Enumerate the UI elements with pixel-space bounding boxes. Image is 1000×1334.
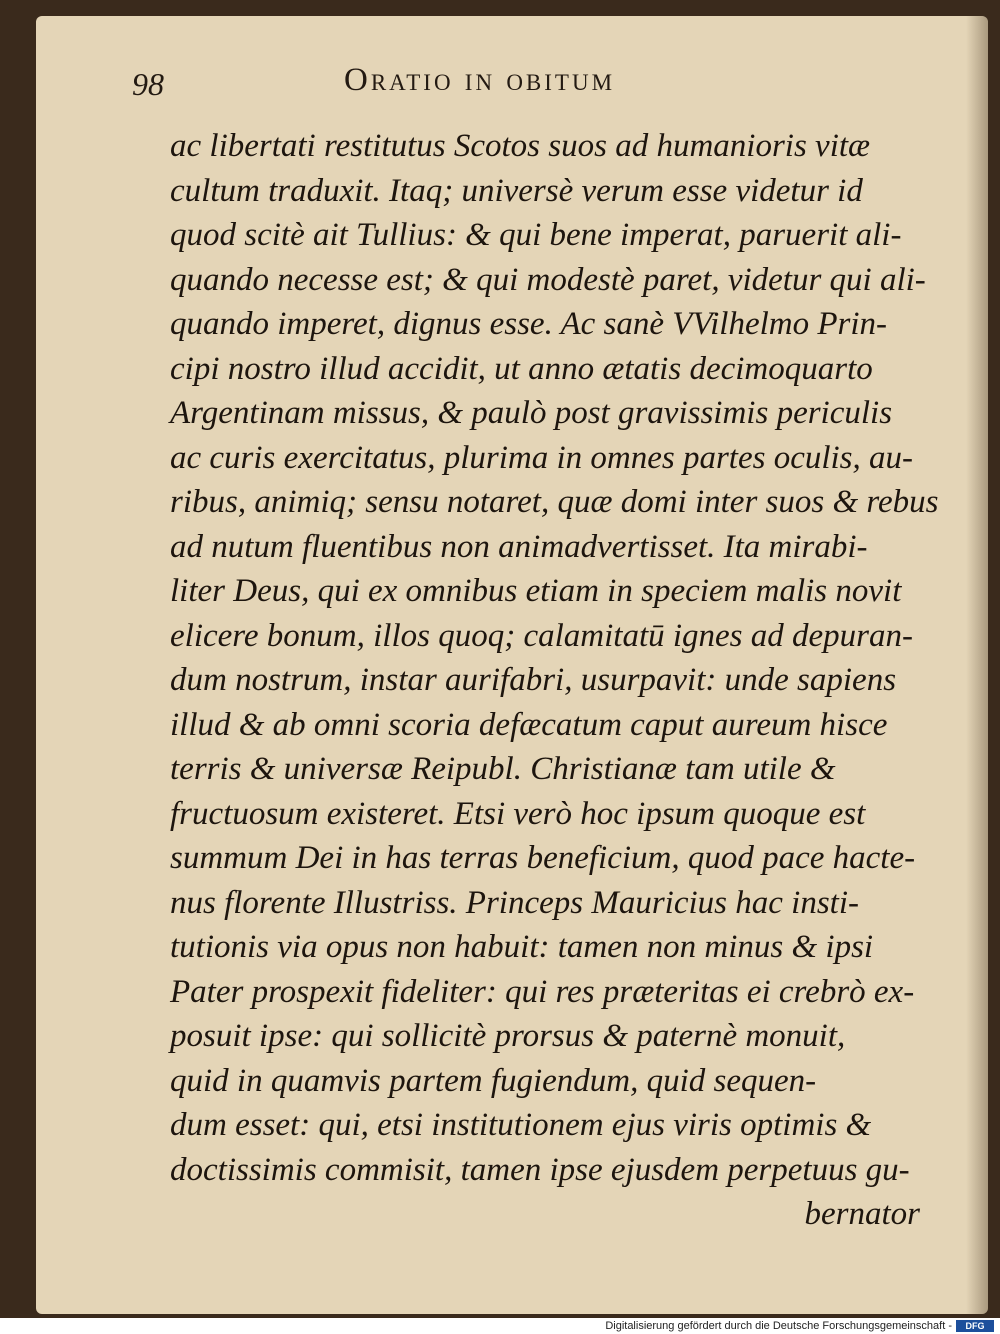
body-text xyxy=(170,124,970,1237)
text-line: liter Deus, qui ex omnibus etiam in speciem malis novit xyxy=(170,573,902,609)
text-line: bernator xyxy=(804,1196,920,1232)
text-line: ribus, animiq; sensu notaret, quæ domi inter suos & rebus xyxy=(170,484,939,520)
text-line: ac libertati restitutus Scotos suos ad humanioris vitæ xyxy=(170,128,871,164)
text-line: Pater prospexit fideliter: qui res præteritas ei crebrò ex- xyxy=(170,973,915,1010)
footer-bar xyxy=(0,1318,1000,1334)
text-line: nus florente Illustriss. Princeps Mauricius hac insti- xyxy=(170,884,859,921)
page-number: 98 xyxy=(132,66,164,102)
text-line: elicere bonum, illos quoq; calamitatū ignes ad depuran- xyxy=(170,617,913,654)
digitization-credit: Digitalisierung gefördert durch die Deutsche Forschungsgemeinschaft - xyxy=(605,1320,952,1332)
text-line: summum Dei in has terras beneficium, quod pace hacte- xyxy=(170,840,916,876)
text-line: quando imperet, dignus esse. Ac sanè VVilhelmo Prin- xyxy=(170,306,888,342)
text-line: posuit ipse: qui sollicitè prorsus & paternè monuit, xyxy=(170,1018,846,1054)
text-line: dum esset: qui, etsi institutionem ejus viris optimis & xyxy=(170,1107,872,1143)
text-line: terris & universæ Reipubl. Christianæ tam utile & xyxy=(170,751,836,787)
text-line: dum nostrum, instar aurifabri, usurpavit: unde sapiens xyxy=(170,662,897,698)
text-line: quando necesse est; & qui modestè paret, videtur qui ali- xyxy=(170,261,926,298)
text-line: doctissimis commisit, tamen ipse ejusdem perpetuus gu- xyxy=(170,1151,910,1188)
text-line: illud & ab omni scoria defæcatum caput aureum hisce xyxy=(170,706,888,743)
page-header xyxy=(132,62,832,112)
text-line: quod scitè ait Tullius: & qui bene imperat, paruerit ali- xyxy=(170,217,902,253)
dfg-logo: DFG xyxy=(956,1320,994,1332)
text-line: Argentinam missus, & paulò post gravissimis periculis xyxy=(170,395,893,431)
text-line: fructuosum existeret. Etsi verò hoc ipsum quoque est xyxy=(170,795,866,832)
text-line: ad nutum fluentibus non animadvertisset. Ita mirabi- xyxy=(170,528,868,565)
running-head: Oratio in obitum xyxy=(344,62,616,98)
text-line: cipi nostro illud accidit, ut anno ætatis decimoquarto xyxy=(170,350,873,387)
text-line: tutionis via opus non habuit: tamen non minus & ipsi xyxy=(170,929,874,965)
text-line: ac curis exercitatus, plurima in omnes partes oculis, au- xyxy=(170,439,914,476)
text-line: cultum traduxit. Itaq; universè verum esse videtur id xyxy=(170,172,863,209)
text-line: quid in quamvis partem fugiendum, quid sequen- xyxy=(170,1062,817,1099)
